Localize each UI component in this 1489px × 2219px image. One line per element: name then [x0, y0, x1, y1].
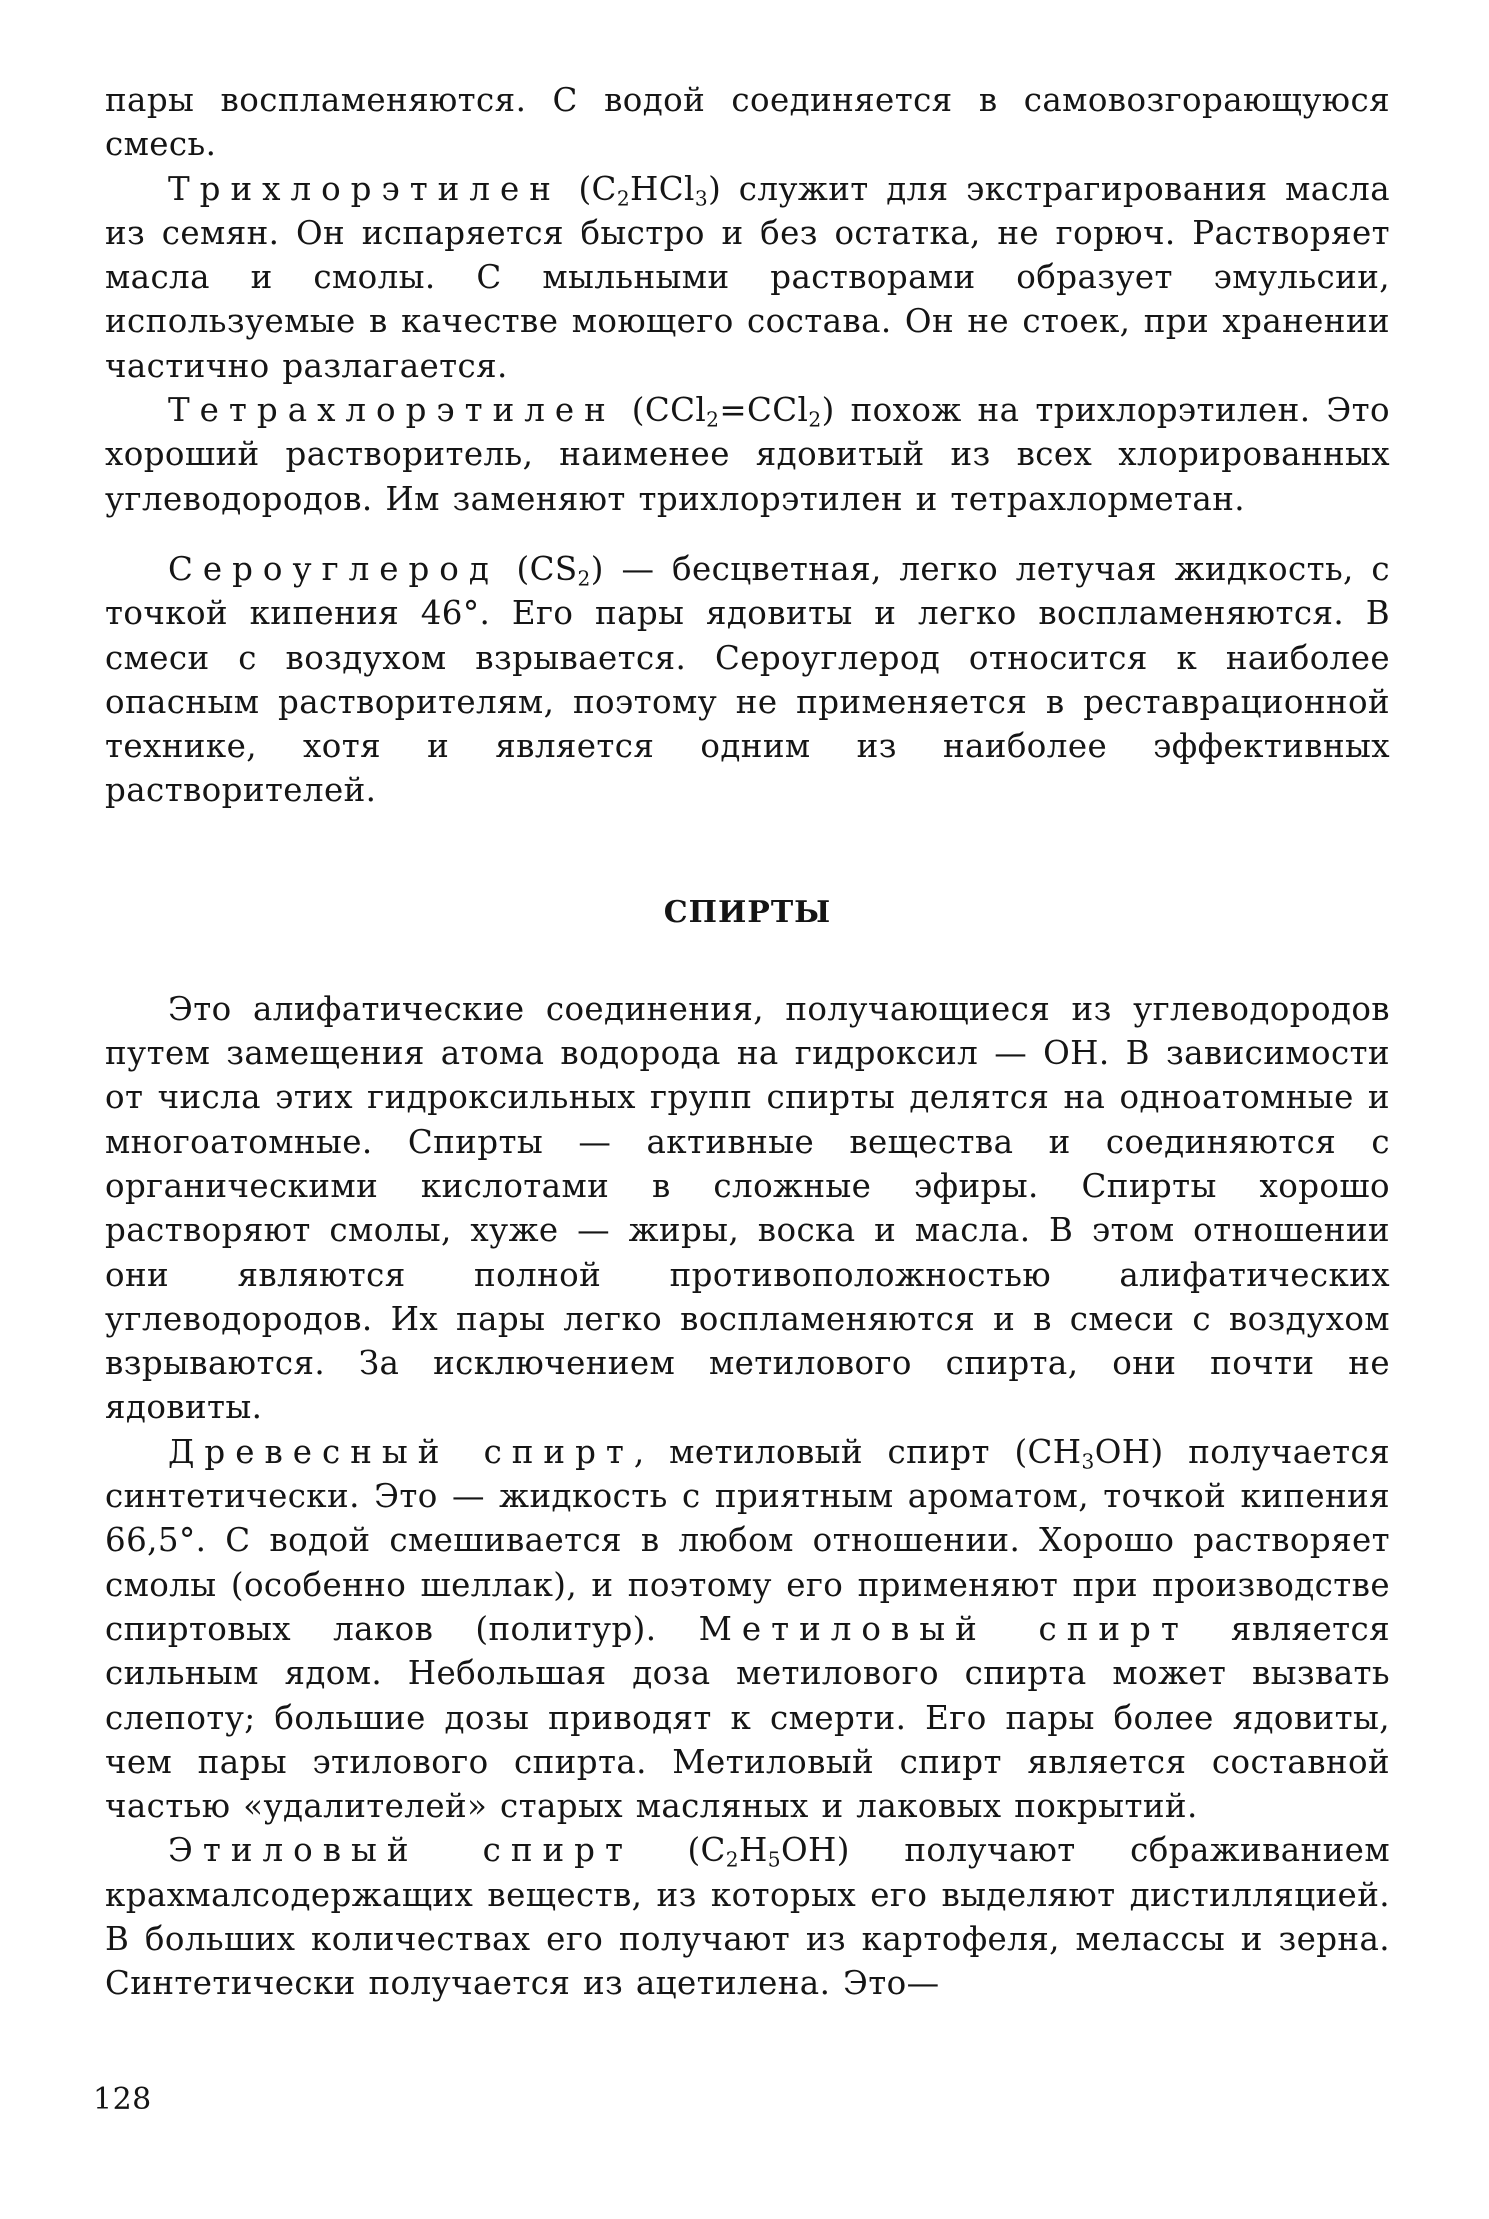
paragraph-text: получают сбраживанием крахмалсодержащих веществ, из которых его выделяют дистилляцией. В больших количествах его получают из картофеля, мелассы и зерна. Синтетически получается из ацетилена. Это— [105, 1831, 1390, 2003]
formula-part: ) [821, 391, 835, 430]
formula-part: (CS [516, 549, 578, 588]
paragraph-alcohols-intro [105, 987, 1390, 1430]
formula-subscript: 2 [725, 1848, 740, 1873]
paragraph-text: служит для экстрагирования масла из семян. Он испаряется быстро и без остатка, не горюч. Растворяет масла и смолы. С мыльными растворами образует эмульсии, используемые в качестве моющего состава. Он не стоек, при хранении частично разлагается. [105, 169, 1391, 385]
paragraph-text: похож на трихлорэтилен. Это хороший растворитель, наименее ядовитый из всех хлорированных углеводородов. Им заменяют трихлорэтилен и тетрахлорметан. [105, 391, 1390, 518]
paragraph-text: является сильным ядом. Небольшая доза метилового спирта может вызвать слепоту; большие дозы приводят к смерти. Его пары более ядовиты, чем пары этилового спирта. Метиловый спирт является составной частью «удалителей» старых масляных и лаковых покрытий. [105, 1609, 1390, 1826]
formula-part: (C [578, 169, 617, 208]
paragraph-continuation [105, 78, 1390, 167]
section-heading: СПИРТЫ [663, 894, 832, 930]
formula-subscript: 2 [577, 566, 591, 591]
term-methyl-alcohol: Метиловый спирт [698, 1609, 1189, 1648]
paragraph-carbon-disulfide [105, 547, 1390, 813]
book-page [105, 78, 1390, 2006]
paragraph-tetrachloroethylene [105, 388, 1390, 521]
term-ethyl-alcohol: Этиловый спирт [168, 1831, 633, 1870]
formula-part: H [739, 1831, 768, 1870]
paragraph-text: — бесцветная, легко летучая жидкость, с точкой кипения 46°. Его пары ядовиты и легко воспламеняются. В смеси с воздухом взрывается. Сероуглерод относится к наиболее опасным растворителям, поэтому не применяется в реставрационной технике, хотя и является одним из наиболее эффективных растворителей. [105, 549, 1391, 810]
formula-subscript: 2 [808, 407, 822, 432]
formula-subscript: 2 [616, 186, 631, 211]
formula-subscript: 3 [1081, 1449, 1095, 1474]
term-trichloroethylene: Трихлорэтилен [168, 169, 561, 208]
formula-subscript: 2 [706, 407, 720, 432]
page-number: 128 [93, 2082, 152, 2117]
paragraph-trichloroethylene [105, 167, 1390, 388]
formula-part: ) [708, 169, 722, 208]
paragraph-ethyl-alcohol [105, 1828, 1390, 2005]
paragraph-wood-alcohol [105, 1430, 1390, 1829]
formula-subscript: 5 [767, 1848, 781, 1873]
formula-part: ) [590, 549, 604, 588]
formula-part: (CCl [631, 391, 707, 430]
paragraph-text: , метиловый спирт (CH [633, 1432, 1082, 1471]
paragraph-text: OH) получается синтетически. Это — жидкость с приятным ароматом, точкой кипения 66,5°. С водой смешивается в любом отношении. Хорошо растворяет смолы (особенно шеллак), и поэтому его применяют при производстве спиртовых лаков (политур). [105, 1432, 1390, 1648]
term-carbon-disulfide: Сероуглерод [168, 549, 499, 588]
paragraph-text: пары воспламеняются. С водой соединяется в самовозгорающуюся смесь. [105, 81, 1390, 164]
formula-part: HCl [630, 169, 695, 208]
formula-part: OH) [780, 1831, 850, 1870]
formula-subscript: 3 [694, 186, 709, 211]
formula-part: =CCl [719, 391, 809, 430]
formula-part: (C [632, 1831, 726, 1870]
paragraph-text: Это алифатические соединения, получающиеся из углеводородов путем замещения атома водорода на гидроксил — OH. В зависимости от числа этих гидроксильных групп спирты делятся на одноатомные и многоатомные. Спирты — активные вещества и соединяются с органическими кислотами в сложные эфиры. Спирты хорошо растворяют смолы, хуже — жиры, воска и масла. В этом отношении они являются полной противоположностью алифатических углеводородов. Их пары легко воспламеняются и в смеси с воздухом взрываются. За исключением метилового спирта, они почти не ядовиты. [105, 989, 1390, 1427]
term-wood-alcohol: Древесный спирт [168, 1432, 634, 1471]
term-tetrachloroethylene: Тетрахлорэтилен [168, 391, 616, 430]
